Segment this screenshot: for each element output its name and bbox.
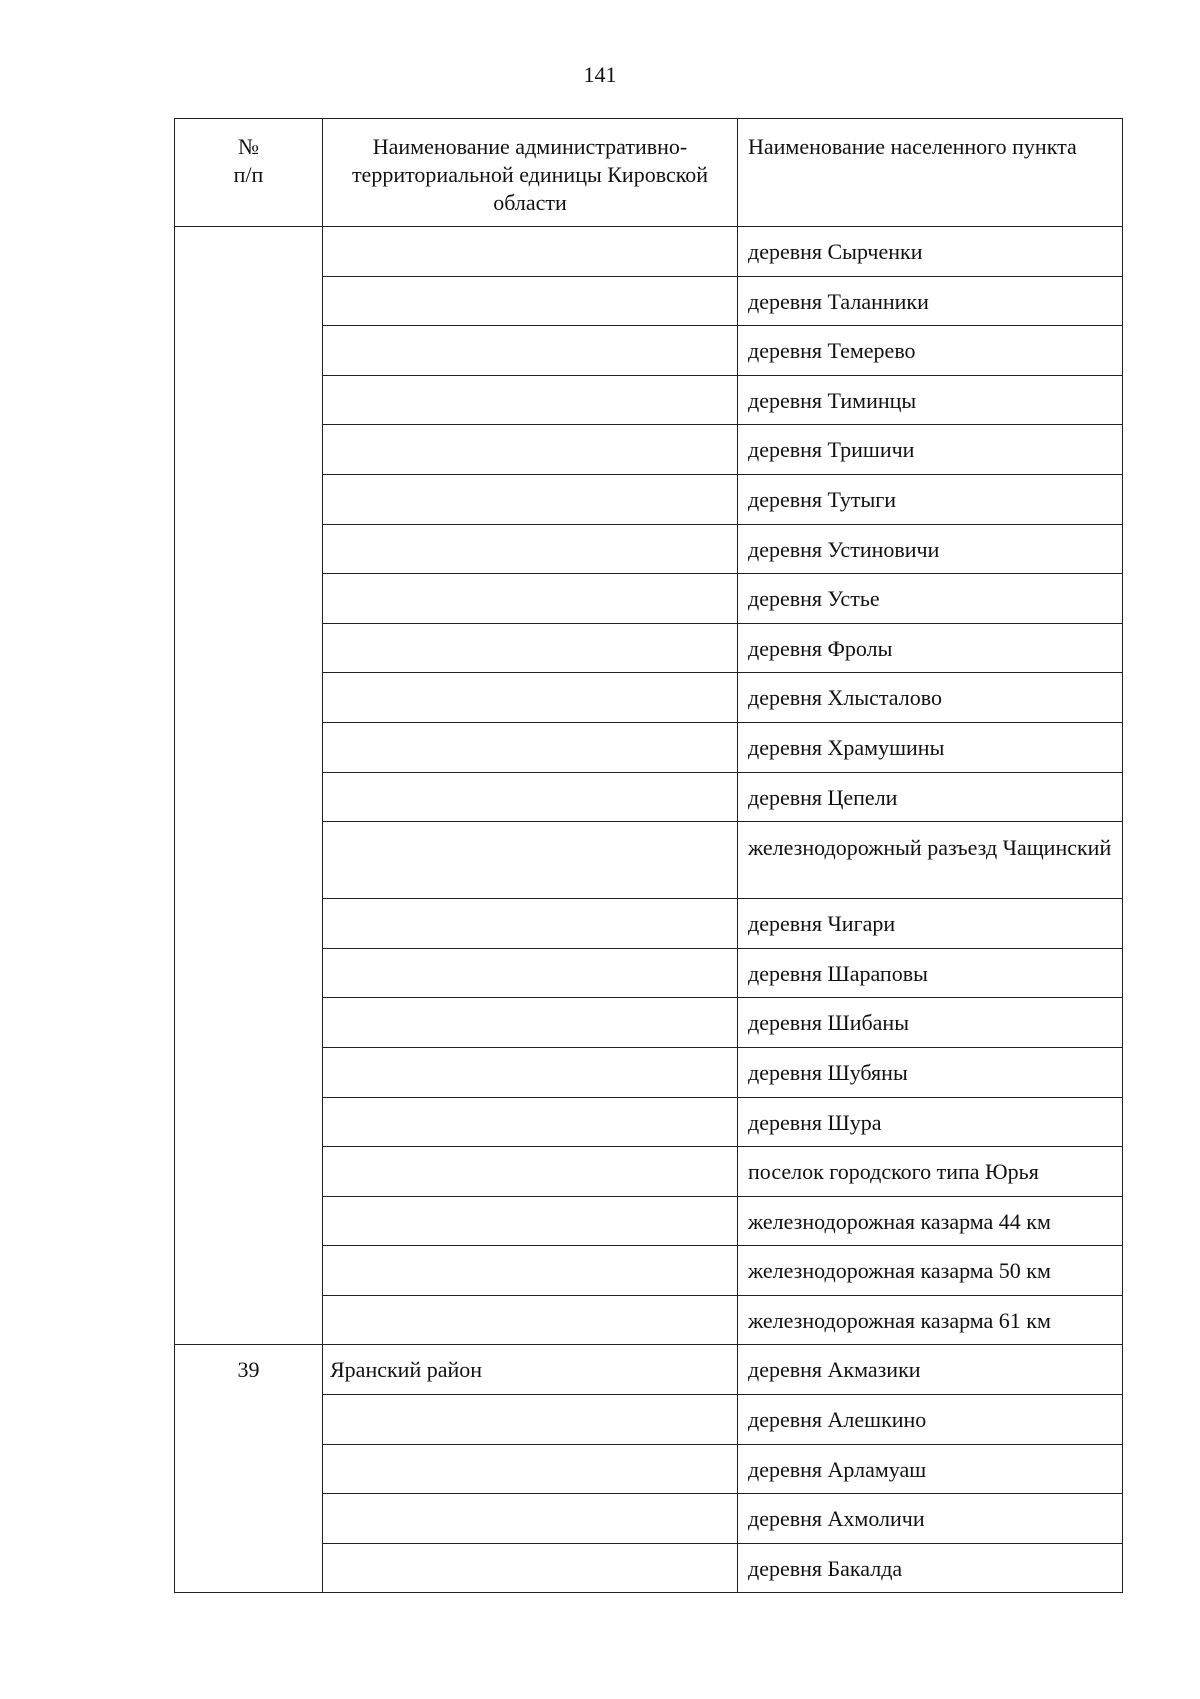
row-settlement: железнодорожная казарма 61 км — [738, 1295, 1123, 1345]
table-row — [175, 772, 1123, 822]
row-settlement: деревня Алешкино — [738, 1395, 1123, 1445]
row-number — [175, 822, 323, 899]
row-number — [175, 227, 323, 277]
row-number — [175, 524, 323, 574]
row-admin-unit — [323, 425, 738, 475]
table-row — [175, 1444, 1123, 1494]
header-settlement — [738, 119, 1123, 227]
row-settlement: деревня Тутыги — [738, 474, 1123, 524]
row-admin-unit — [323, 948, 738, 998]
row-number — [175, 1196, 323, 1246]
row-settlement: деревня Таланники — [738, 276, 1123, 326]
row-admin-unit — [323, 822, 738, 899]
row-settlement: деревня Темерево — [738, 326, 1123, 376]
table-row — [175, 1295, 1123, 1345]
table-row — [175, 1196, 1123, 1246]
row-settlement: деревня Ахмоличи — [738, 1494, 1123, 1544]
row-admin-unit — [323, 722, 738, 772]
settlements-table — [174, 118, 1123, 1593]
header-number — [175, 119, 323, 227]
row-number — [175, 998, 323, 1048]
row-settlement: деревня Акмазики — [738, 1345, 1123, 1395]
row-admin-unit — [323, 276, 738, 326]
row-admin-unit — [323, 1543, 738, 1593]
row-number — [175, 326, 323, 376]
row-admin-unit — [323, 474, 738, 524]
row-number — [175, 1047, 323, 1097]
table-row — [175, 948, 1123, 998]
row-number — [175, 722, 323, 772]
row-settlement: деревня Шараповы — [738, 948, 1123, 998]
row-admin-unit — [323, 1196, 738, 1246]
row-number — [175, 1295, 323, 1345]
row-settlement: деревня Бакалда — [738, 1543, 1123, 1593]
row-settlement: деревня Цепели — [738, 772, 1123, 822]
row-number — [175, 772, 323, 822]
table-row — [175, 1097, 1123, 1147]
row-admin-unit — [323, 1295, 738, 1345]
header-admin-unit — [323, 119, 738, 227]
row-settlement: деревня Арламуаш — [738, 1444, 1123, 1494]
row-settlement: железнодорожная казарма 44 км — [738, 1196, 1123, 1246]
row-settlement: деревня Сырченки — [738, 227, 1123, 277]
row-number — [175, 1147, 323, 1197]
table-row — [175, 1147, 1123, 1197]
table-row — [175, 375, 1123, 425]
table-row — [175, 1543, 1123, 1593]
row-admin-unit — [323, 772, 738, 822]
row-settlement: поселок городского типа Юрья — [738, 1147, 1123, 1197]
table-header-row — [175, 119, 1123, 227]
row-admin-unit — [323, 574, 738, 624]
row-admin-unit — [323, 227, 738, 277]
row-admin-unit — [323, 326, 738, 376]
row-settlement: деревня Шура — [738, 1097, 1123, 1147]
row-number — [175, 425, 323, 475]
row-number — [175, 1246, 323, 1296]
row-number — [175, 623, 323, 673]
table-row — [175, 1494, 1123, 1544]
row-admin-unit — [323, 1047, 738, 1097]
row-settlement: деревня Шибаны — [738, 998, 1123, 1048]
row-admin-unit — [323, 899, 738, 949]
row-settlement: деревня Чигари — [738, 899, 1123, 949]
table-row — [175, 227, 1123, 277]
table-row — [175, 998, 1123, 1048]
table-row — [175, 1345, 1123, 1395]
row-admin-unit — [323, 1246, 738, 1296]
table-row — [175, 326, 1123, 376]
row-number — [175, 1543, 323, 1593]
row-number: 39 — [175, 1345, 323, 1395]
row-number — [175, 899, 323, 949]
header-number-label: № п/п — [233, 134, 264, 187]
row-settlement: деревня Фролы — [738, 623, 1123, 673]
row-admin-unit — [323, 998, 738, 1048]
table-row — [175, 623, 1123, 673]
row-settlement: деревня Тиминцы — [738, 375, 1123, 425]
row-number — [175, 673, 323, 723]
header-admin-unit-label: Наименование административно-территориальной единицы Кировской области — [351, 134, 709, 215]
row-number — [175, 1395, 323, 1445]
row-admin-unit — [323, 1395, 738, 1445]
row-admin-unit — [323, 1494, 738, 1544]
row-settlement: деревня Устье — [738, 574, 1123, 624]
row-settlement: железнодорожный разъезд Чащинский — [738, 822, 1123, 899]
row-admin-unit — [323, 1097, 738, 1147]
table-row — [175, 474, 1123, 524]
row-settlement: деревня Храмушины — [738, 722, 1123, 772]
table-body — [175, 227, 1123, 1593]
row-settlement: деревня Хлысталово — [738, 673, 1123, 723]
row-admin-unit: Яранский район — [323, 1345, 738, 1395]
row-number — [175, 1097, 323, 1147]
row-admin-unit — [323, 623, 738, 673]
table-row — [175, 673, 1123, 723]
row-settlement: деревня Устиновичи — [738, 524, 1123, 574]
row-number — [175, 948, 323, 998]
row-admin-unit — [323, 524, 738, 574]
table-row — [175, 276, 1123, 326]
row-admin-unit — [323, 1444, 738, 1494]
table-row — [175, 425, 1123, 475]
table-row — [175, 899, 1123, 949]
table-row — [175, 1246, 1123, 1296]
row-number — [175, 1494, 323, 1544]
row-admin-unit — [323, 673, 738, 723]
table-row — [175, 524, 1123, 574]
page-number: 141 — [583, 62, 617, 87]
row-settlement: железнодорожная казарма 50 км — [738, 1246, 1123, 1296]
row-number — [175, 276, 323, 326]
table-row — [175, 722, 1123, 772]
row-admin-unit — [323, 375, 738, 425]
row-settlement: деревня Тришичи — [738, 425, 1123, 475]
row-admin-unit — [323, 1147, 738, 1197]
row-number — [175, 574, 323, 624]
row-number — [175, 474, 323, 524]
row-settlement: деревня Шубяны — [738, 1047, 1123, 1097]
table-row — [175, 1395, 1123, 1445]
table-row — [175, 822, 1123, 899]
row-number — [175, 375, 323, 425]
header-settlement-label: Наименование населенного пункта — [748, 134, 1077, 159]
table-row — [175, 1047, 1123, 1097]
table-row — [175, 574, 1123, 624]
row-number — [175, 1444, 323, 1494]
